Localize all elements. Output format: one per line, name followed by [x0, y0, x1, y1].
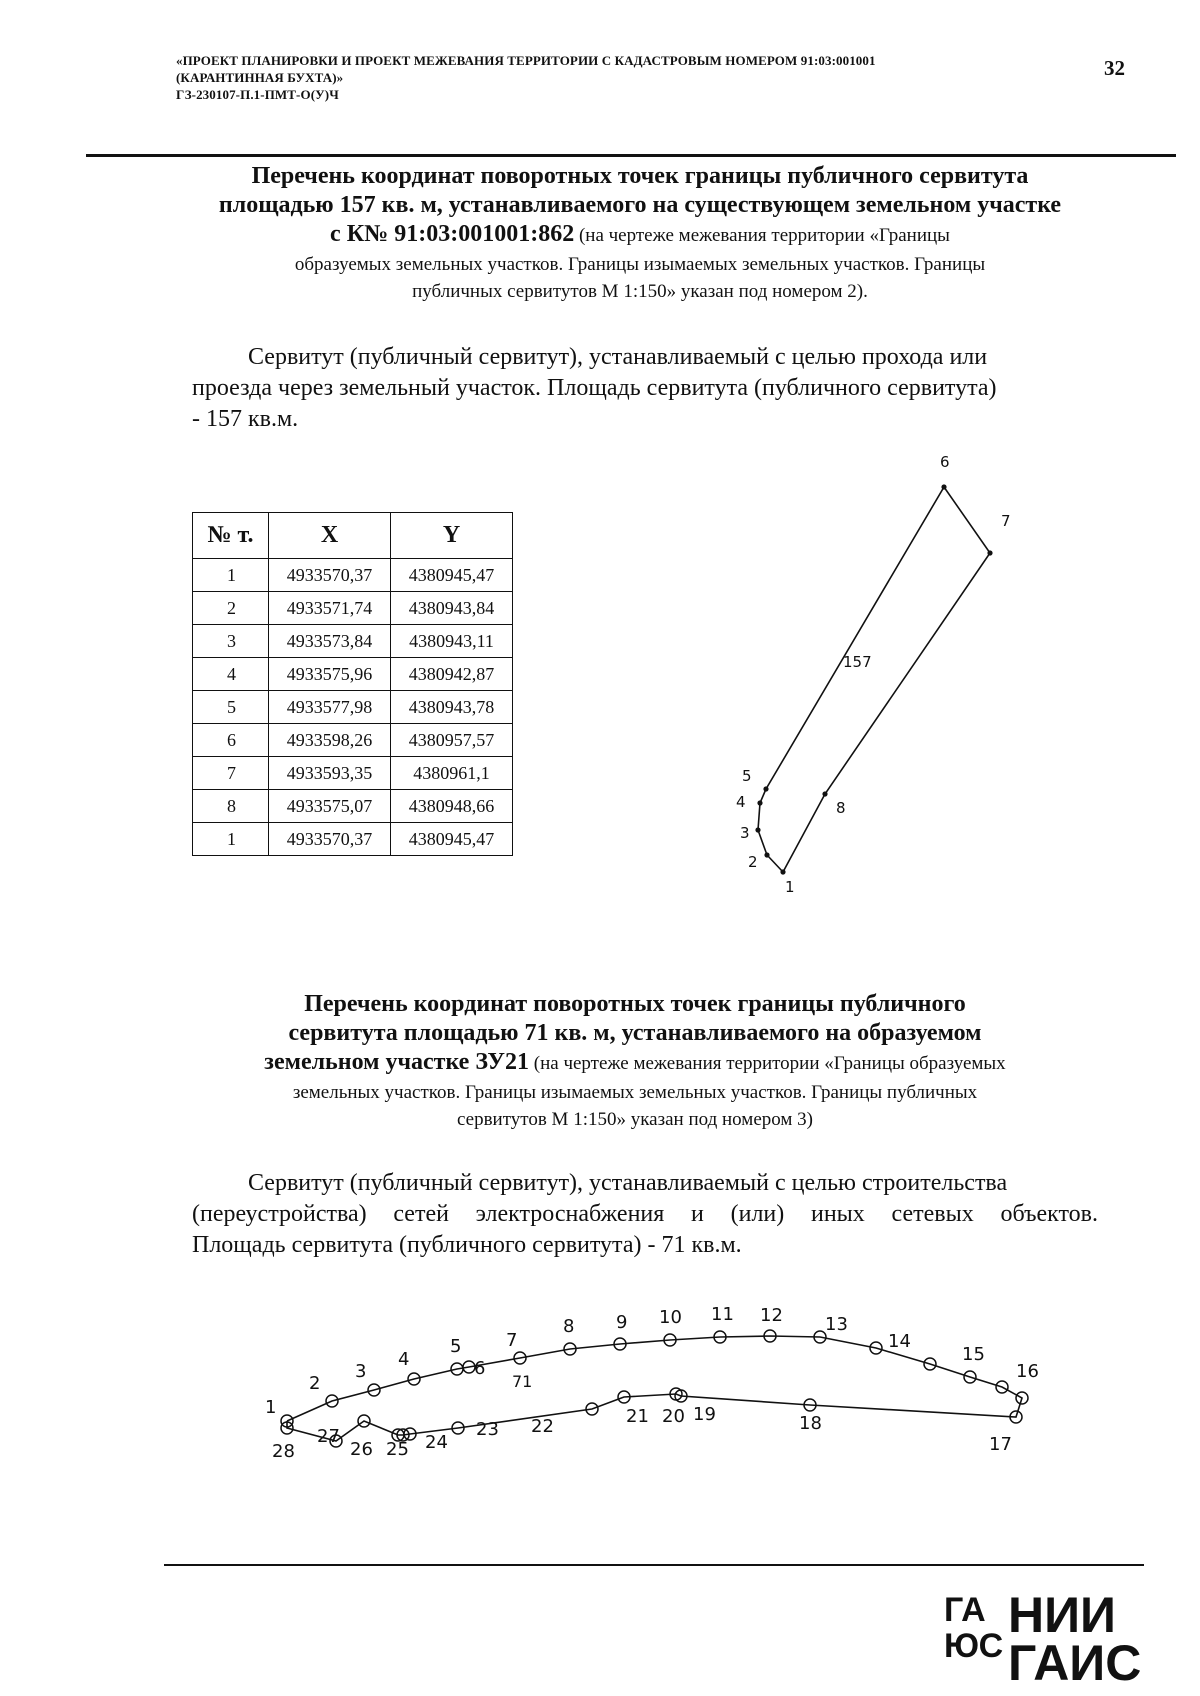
coord-y: 4380945,47: [391, 559, 513, 592]
point-label-22: 22: [531, 1416, 554, 1437]
section1-para-line-2: проезда через земельный участок. Площадь сервитута (публичного сервитута): [192, 375, 997, 401]
point-label-9: 9: [616, 1312, 628, 1333]
table-row: [193, 823, 513, 856]
point-number: 1: [193, 823, 269, 856]
table-row: [193, 757, 513, 790]
table-row: [193, 691, 513, 724]
footer-rule: [164, 1564, 1144, 1566]
section1-title-line-2: площадью 157 кв. м, устанавливаемого на существующем земельном участке: [218, 192, 1062, 218]
section1-title-line-4: образуемых земельных участков. Границы изымаемых земельных участков. Границы: [294, 254, 986, 275]
point-label-1: 1: [265, 1397, 277, 1418]
header-rule: [86, 154, 1176, 157]
coord-x: 4933571,74: [269, 592, 391, 625]
logo-line-2: ГАИС: [1008, 1635, 1142, 1691]
point-label-14: 14: [888, 1331, 911, 1352]
point-label-24: 24: [425, 1432, 448, 1453]
logo-line-1: НИИ: [1008, 1587, 1116, 1643]
point-label-17: 17: [989, 1434, 1012, 1455]
point-label-7: 7: [506, 1330, 518, 1351]
point-label-23: 23: [476, 1419, 499, 1440]
point-number: 3: [193, 625, 269, 658]
point-label-3: 3: [740, 824, 750, 842]
coord-x: 4933570,37: [269, 559, 391, 592]
column-header-point: № т.: [193, 513, 269, 559]
section2-para-line-3: Площадь сервитута (публичного сервитута) - 71 кв.м.: [192, 1232, 742, 1258]
section1-title-line-5: публичных сервитутов М 1:150» указан под номером 2).: [412, 281, 868, 302]
section1-paragraph: [192, 342, 1112, 435]
coord-x: 4933593,35: [269, 757, 391, 790]
point-label-26: 26: [350, 1439, 373, 1460]
point-label-11: 11: [711, 1304, 734, 1325]
column-header-y: Y: [391, 513, 513, 559]
section2-paragraph: [192, 1168, 1098, 1261]
table-row: [193, 625, 513, 658]
point-label-1: 1: [785, 878, 795, 896]
coord-y: 4380943,84: [391, 592, 513, 625]
point-label-8: 8: [563, 1316, 575, 1337]
point-label-19: 19: [693, 1404, 716, 1425]
servitude-71-diagram: [250, 1290, 1050, 1480]
page-number: 32: [1104, 56, 1125, 80]
point-label-5: 5: [742, 767, 752, 785]
coord-x: 4933598,26: [269, 724, 391, 757]
point-label-5: 5: [450, 1336, 462, 1357]
section1-cadastral-number: с К№ 91:03:001001:862: [330, 221, 575, 247]
coord-y: 4380943,78: [391, 691, 513, 724]
area-label-71: 71: [512, 1372, 533, 1391]
section2-title-line-1: Перечень координат поворотных точек границы публичного: [304, 991, 966, 1017]
point-label-6: 6: [940, 453, 950, 471]
document-header: [176, 52, 1036, 103]
point-label-13: 13: [825, 1314, 848, 1335]
point-label-4: 4: [398, 1349, 410, 1370]
table-row: [193, 559, 513, 592]
section2-title-line-5: сервитутов М 1:150» указан под номером 3): [456, 1109, 813, 1130]
section2-para-line-2: (переустройства) сетей электроснабжения и (или) иных сетевых объектов.: [192, 1201, 1098, 1227]
coord-y: 4380942,87: [391, 658, 513, 691]
header-line-1: «ПРОЕКТ ПЛАНИРОВКИ И ПРОЕКТ МЕЖЕВАНИЯ ТЕРРИТОРИИ С КАДАСТРОВЫМ НОМЕРОМ 91:03:001001: [176, 53, 876, 68]
point-number: 8: [193, 790, 269, 823]
company-logo: [944, 1587, 1144, 1692]
servitude-157-diagram: [700, 440, 1040, 900]
coord-x: 4933573,84: [269, 625, 391, 658]
section2-title-line-4: земельных участков. Границы изымаемых земельных участков. Границы публичных: [292, 1082, 978, 1103]
point-label-8: 8: [836, 799, 846, 817]
section1-title-note: (на чертеже межевания территории «Границы: [574, 225, 950, 246]
logo-mark-top: ГА: [944, 1591, 986, 1629]
point-label-28: 28: [272, 1441, 295, 1462]
coord-x: 4933575,07: [269, 790, 391, 823]
point-number: 7: [193, 757, 269, 790]
section2-para-line-1: Сервитут (публичный сервитут), устанавливаемый с целью строительства: [248, 1170, 1008, 1196]
section1-para-line-3: - 157 кв.м.: [192, 406, 299, 432]
coord-x: 4933575,96: [269, 658, 391, 691]
section2-title-note: (на чертеже межевания территории «Границы образуемых: [529, 1053, 1006, 1074]
point-label-25: 25: [386, 1439, 409, 1460]
point-label-21: 21: [626, 1406, 649, 1427]
point-label-20: 20: [662, 1406, 685, 1427]
section2-title-line-2: сервитута площадью 71 кв. м, устанавливаемого на образуемом: [288, 1020, 982, 1046]
point-label-15: 15: [962, 1344, 985, 1365]
section1-para-line-1: Сервитут (публичный сервитут), устанавливаемый с целью прохода или: [248, 344, 988, 370]
table-row: [193, 592, 513, 625]
header-line-2: (КАРАНТИННАЯ БУХТА)»: [176, 70, 344, 85]
servitude-157-boundary: [758, 487, 990, 872]
coord-y: 4380945,47: [391, 823, 513, 856]
point-label-16: 16: [1016, 1361, 1039, 1382]
table-row: [193, 790, 513, 823]
coord-y: 4380943,11: [391, 625, 513, 658]
point-label-3: 3: [355, 1361, 367, 1382]
point-label-27: 27: [317, 1426, 340, 1447]
section2-title: [180, 990, 1090, 1133]
point-label-18: 18: [799, 1413, 822, 1434]
point-number: 1: [193, 559, 269, 592]
point-number: 6: [193, 724, 269, 757]
point-label-7: 7: [1001, 512, 1011, 530]
coord-x: 4933577,98: [269, 691, 391, 724]
table-row: [193, 658, 513, 691]
logo-mark-bottom: ЮС: [944, 1627, 1004, 1665]
point-number: 4: [193, 658, 269, 691]
table-row: [193, 724, 513, 757]
point-label-6: 6: [474, 1358, 486, 1379]
area-label-157: 157: [843, 653, 872, 671]
coord-x: 4933570,37: [269, 823, 391, 856]
point-label-12: 12: [760, 1305, 783, 1326]
section2-parcel-name: земельном участке ЗУ21: [264, 1049, 530, 1075]
point-label-4: 4: [736, 793, 746, 811]
point-label-2: 2: [309, 1373, 321, 1394]
section1-title: [150, 162, 1130, 305]
coord-y: 4380957,57: [391, 724, 513, 757]
section1-title-line-1: Перечень координат поворотных точек границы публичного сервитута: [251, 163, 1029, 189]
table-header-row: [193, 513, 513, 559]
coordinates-table-157: [192, 512, 513, 856]
point-label-2: 2: [748, 853, 758, 871]
column-header-x: X: [269, 513, 391, 559]
coord-y: 4380948,66: [391, 790, 513, 823]
point-label-10: 10: [659, 1307, 682, 1328]
point-number: 2: [193, 592, 269, 625]
header-line-3: ГЗ-230107-П.1-ПМТ-О(У)Ч: [176, 87, 339, 102]
point-number: 5: [193, 691, 269, 724]
coord-y: 4380961,1: [391, 757, 513, 790]
